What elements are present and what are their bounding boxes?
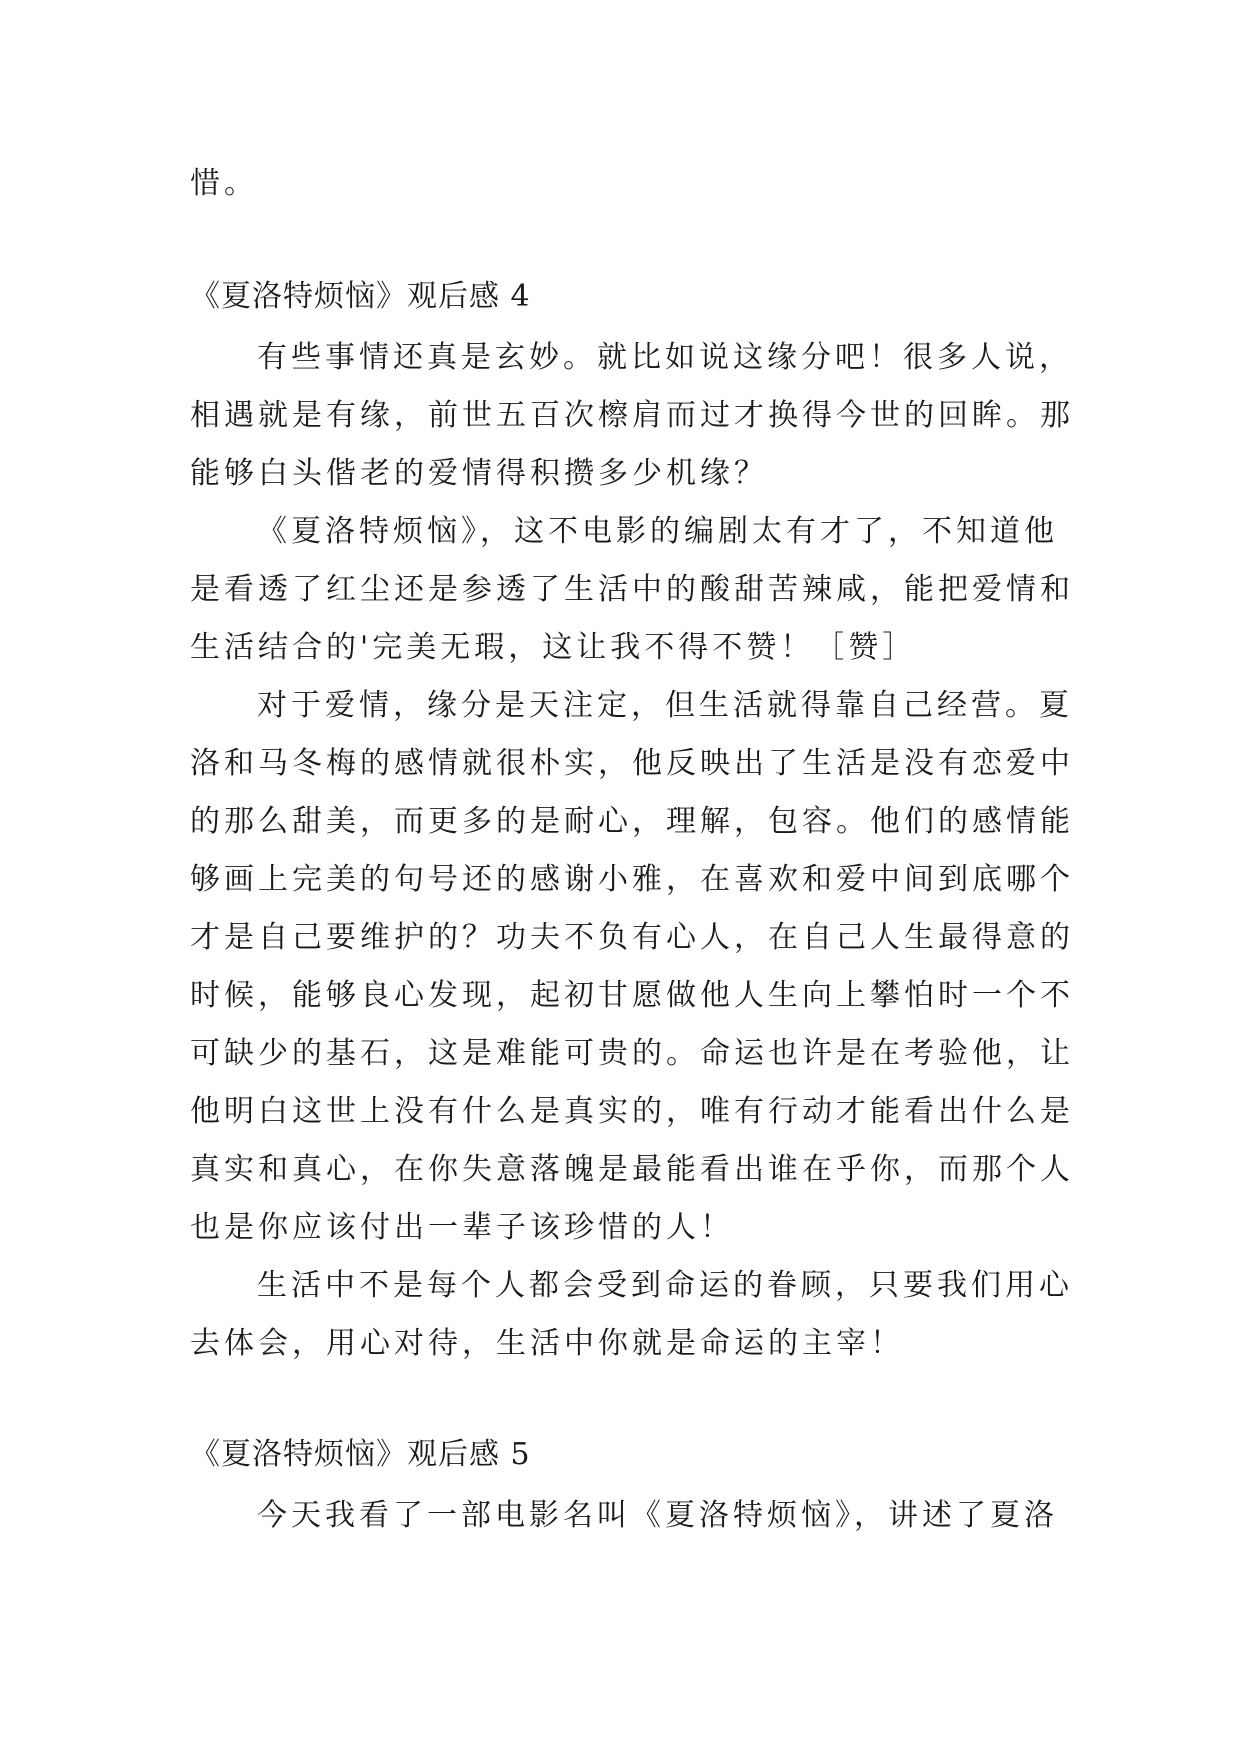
paragraph-line: 也是你应该付出一辈子该珍惜的人！ xyxy=(190,1210,734,1245)
paragraph-line: 的那么甜美，而更多的是耐心，理解，包容。他们的感情能 xyxy=(190,804,1074,839)
paragraph-line: 惜。 xyxy=(190,166,258,201)
paragraph-line: 今天我看了一部电影名叫《夏洛特烦恼》，讲述了夏洛 xyxy=(257,1498,1058,1533)
paragraph-line: 时候，能够良心发现，起初甘愿做他人生向上攀怕时一个不 xyxy=(190,978,1074,1013)
paragraph-line: 生活结合的'完美无瑕，这让我不得不赞！［赞］ xyxy=(190,630,917,665)
paragraph-line: 可缺少的基石，这是难能可贵的。命运也许是在考验他，让 xyxy=(190,1036,1074,1071)
paragraph-line: 真实和真心，在你失意落魄是最能看出谁在乎你，而那个人 xyxy=(190,1152,1074,1187)
paragraph-line: 洛和马冬梅的感情就很朴实，他反映出了生活是没有恋爱中 xyxy=(190,746,1074,781)
paragraph-line: 有些事情还真是玄妙。就比如说这缘分吧！很多人说， xyxy=(257,340,1073,375)
paragraph-line: 是看透了红尘还是参透了生活中的酸甜苦辣咸，能把爱情和 xyxy=(190,572,1074,607)
paragraph-line: 去体会，用心对待，生活中你就是命运的主宰！ xyxy=(190,1326,904,1361)
paragraph-line: 生活中不是每个人都会受到命运的眷顾，只要我们用心 xyxy=(257,1268,1073,1303)
paragraph-line: 对于爱情，缘分是天注定，但生活就得靠自己经营。夏 xyxy=(257,688,1073,723)
paragraph-line: 够画上完美的句号还的感谢小雅，在喜欢和爱中间到底哪个 xyxy=(190,862,1074,897)
paragraph-line: 他明白这世上没有什么是真实的，唯有行动才能看出什么是 xyxy=(190,1094,1074,1129)
paragraph-line: 才是自己要维护的？功夫不负有心人，在自己人生最得意的 xyxy=(190,920,1074,955)
paragraph-line: 相遇就是有缘，前世五百次檫肩而过才换得今世的回眸。那 xyxy=(190,398,1074,433)
section-heading-4: 《夏洛特烦恼》观后感 4 xyxy=(190,279,531,314)
section-heading-5: 《夏洛特烦恼》观后感 5 xyxy=(190,1437,531,1472)
paragraph-line: 《夏洛特烦恼》，这不电影的编剧太有才了，不知道他 xyxy=(257,514,1058,549)
paragraph-line: 能够白头偕老的爱情得积攒多少机缘？ xyxy=(190,456,768,491)
